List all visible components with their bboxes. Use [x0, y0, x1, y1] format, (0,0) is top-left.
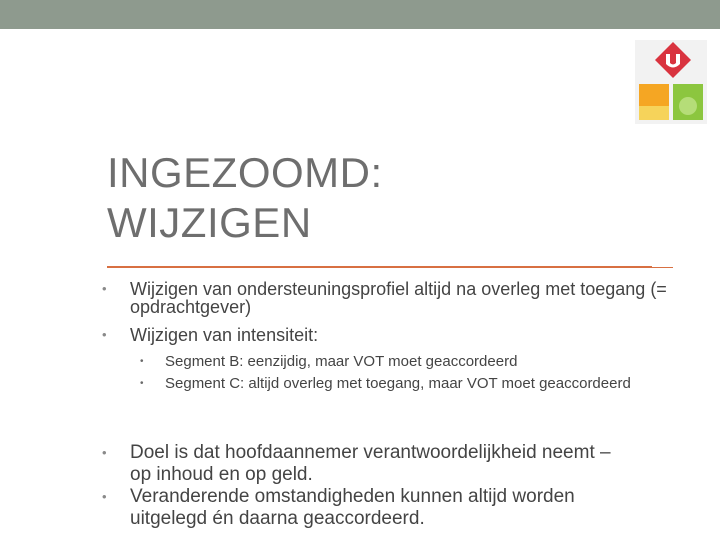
slide-title-line-1: INGEZOOMD:: [107, 149, 383, 196]
bullet-text: Doel is dat hoofdaannemer verantwoordelijkheid neemt – op inhoud en op geld.: [130, 442, 611, 485]
title-underline: [107, 266, 652, 268]
bullet-text: Wijzigen van intensiteit:: [130, 325, 319, 345]
bullet-marker: •: [102, 281, 107, 296]
slide-title-line-2: WIJZIGEN: [107, 199, 312, 246]
bullet-text: Wijzigen van ondersteuningsprofiel altijd na overleg met toegang (= opdrachtgever): [130, 279, 667, 317]
bullet-item: [102, 279, 668, 317]
bullet-marker: •: [102, 327, 107, 342]
sub-bullet-item: [140, 353, 660, 370]
bullet-item: [102, 325, 668, 345]
bullet-text: Veranderende omstandigheden kunnen altijd worden uitgelegd én daarna geaccordeerd.: [130, 486, 575, 529]
title-underline-tail: [652, 267, 673, 268]
bullet-item: [102, 442, 628, 486]
sub-bullet-marker: •: [140, 378, 144, 389]
sub-bullet-text: Segment C: altijd overleg met toegang, maar VOT moet geaccordeerd: [165, 375, 631, 392]
sub-bullet-item: [140, 375, 640, 392]
sub-bullet-text: Segment B: eenzijdig, maar VOT moet geaccordeerd: [165, 353, 518, 370]
bullet-item: [102, 486, 628, 530]
sub-bullet-marker: •: [140, 356, 144, 367]
organization-logo: [635, 40, 707, 124]
bullet-marker: •: [102, 489, 107, 504]
top-bar: [0, 0, 720, 29]
slide-title: [107, 148, 587, 248]
bullet-marker: •: [102, 445, 107, 460]
